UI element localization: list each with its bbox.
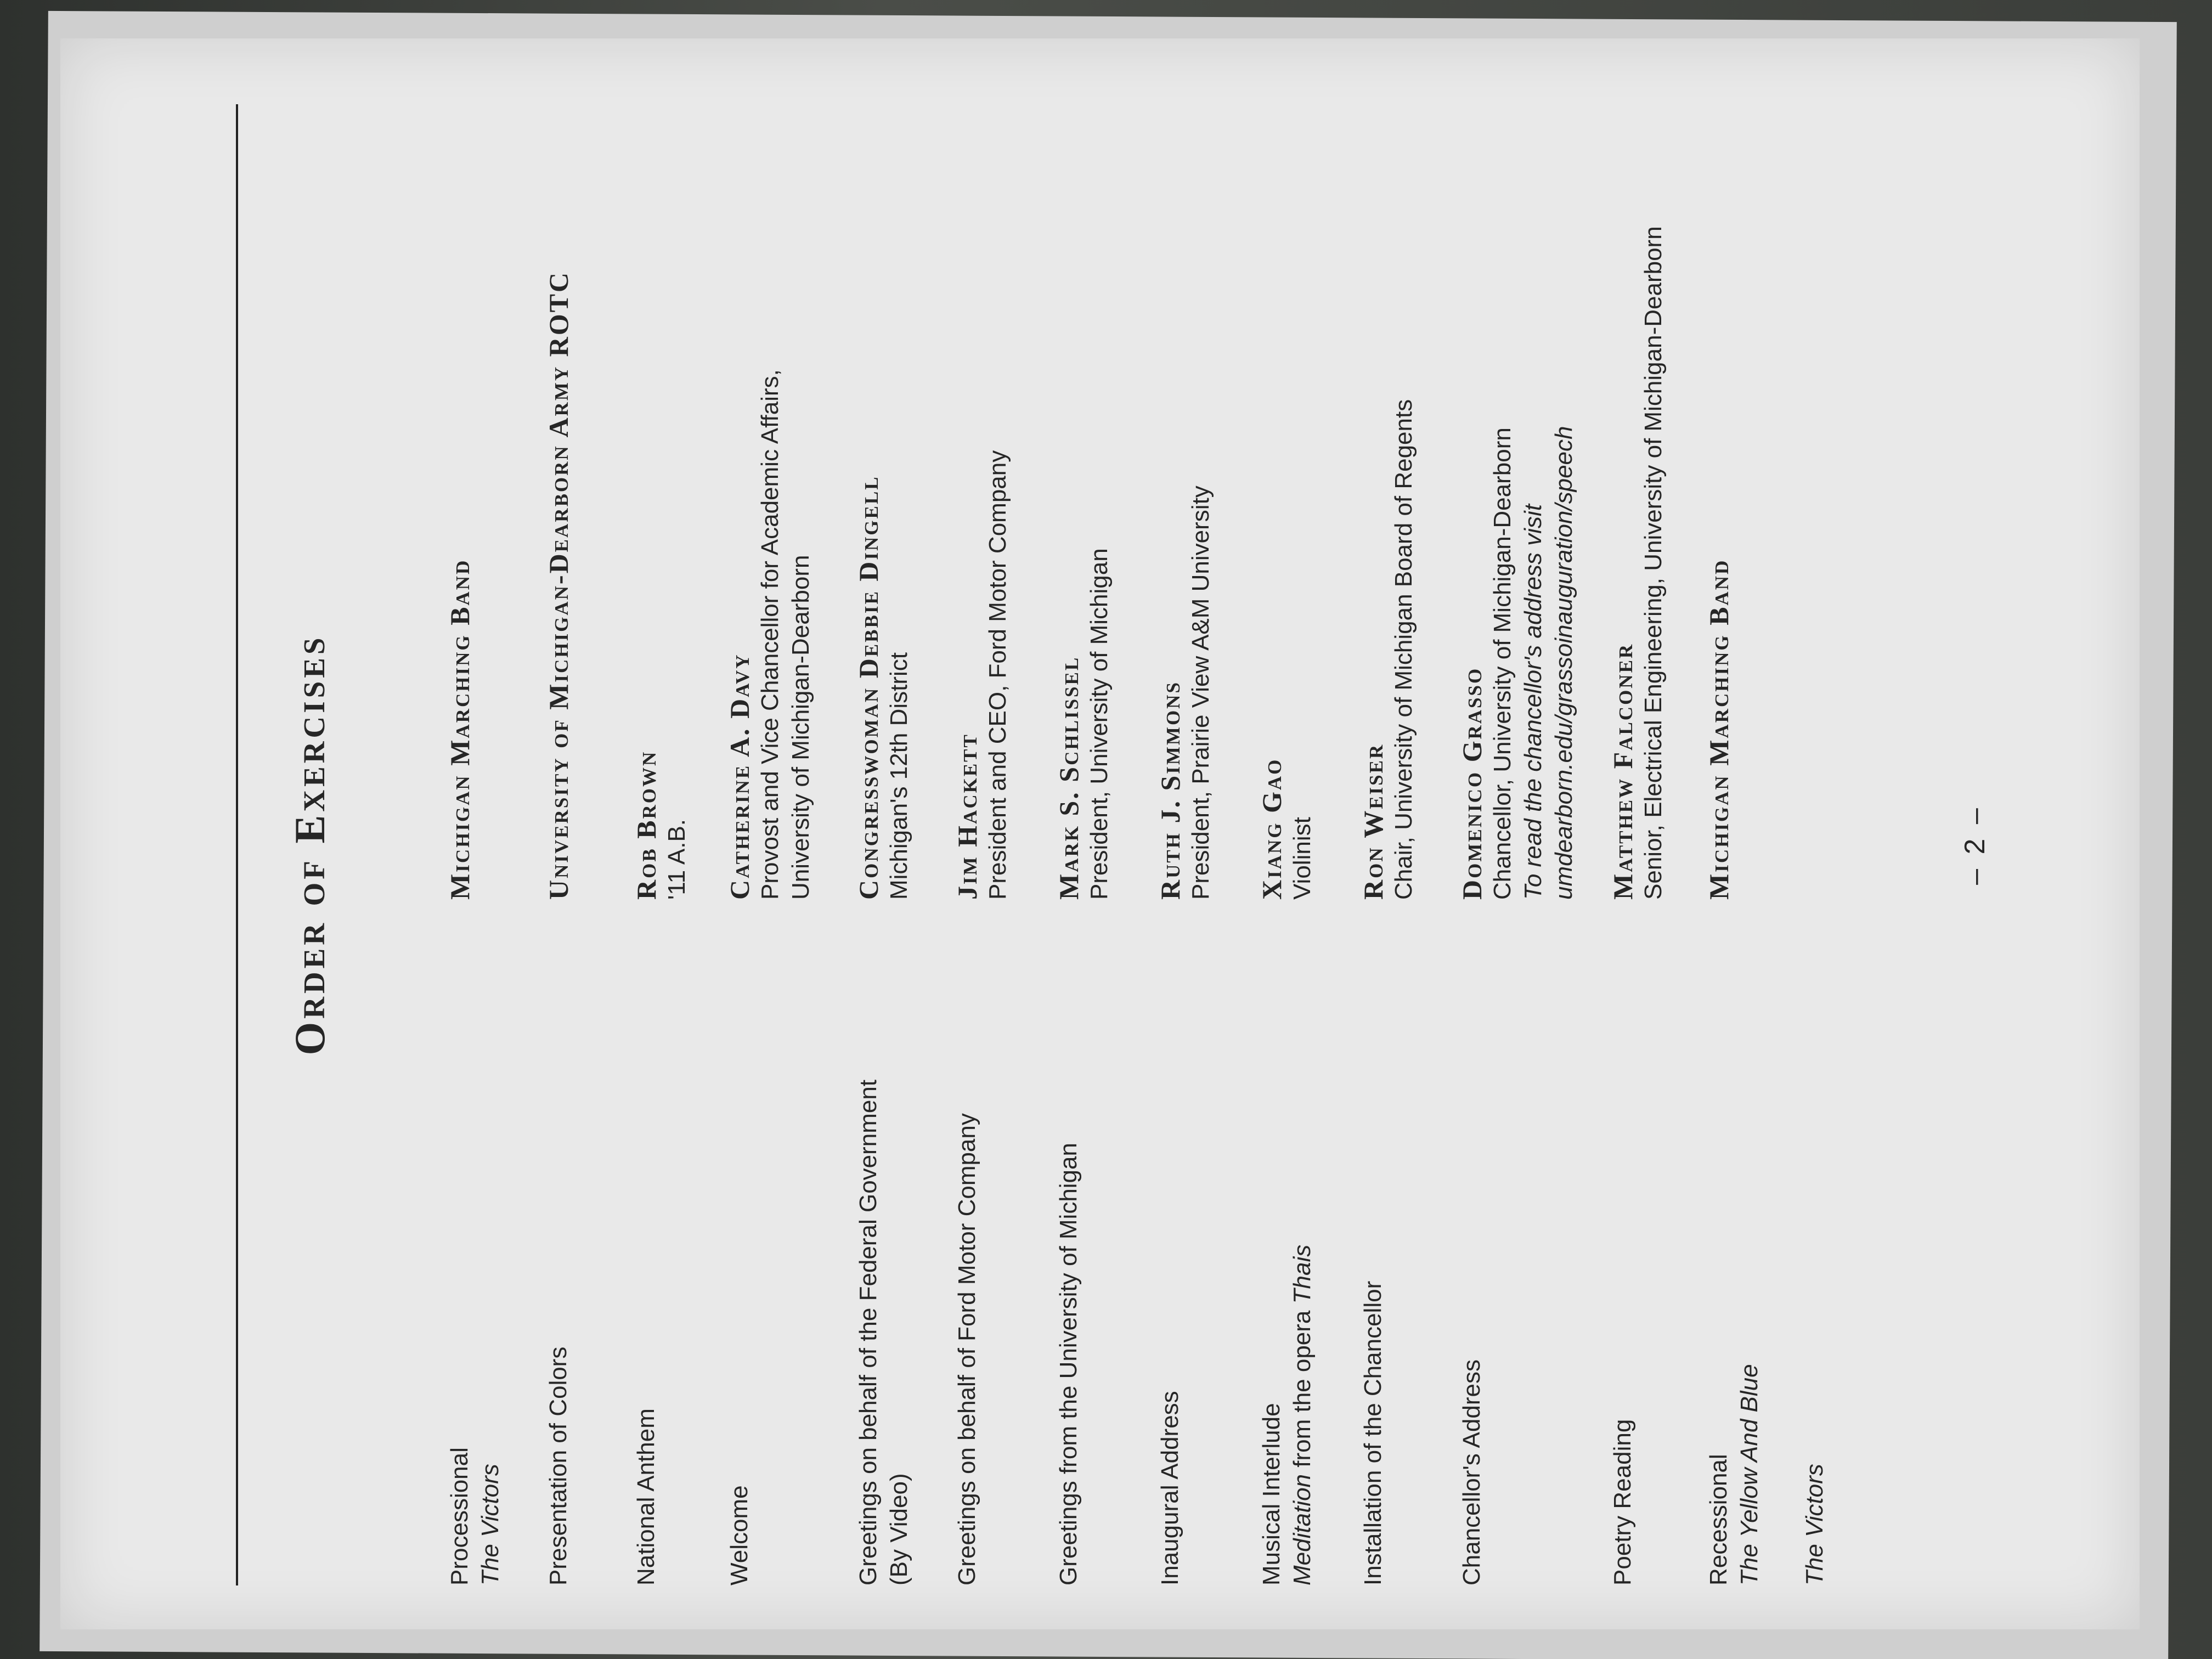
- event-label: Chancellor's Address: [1458, 1359, 1485, 1585]
- event-cell: [543, 1103, 574, 1585]
- person-detail: Provost and Vice Chancellor for Academic Affairs,: [757, 369, 783, 900]
- event-cell: [1607, 1103, 1638, 1585]
- person-cell: [631, 0, 692, 900]
- event-sub: The Victors: [1801, 1464, 1828, 1585]
- person-detail: President and CEO, Ford Motor Company: [984, 450, 1011, 900]
- person-cell: [724, 0, 816, 900]
- person-cell: [444, 0, 475, 900]
- person-name: Jim Hackett: [952, 733, 983, 900]
- person-name: Congresswoman Debbie Dingell: [853, 475, 884, 900]
- person-cell: [853, 0, 915, 900]
- event-cell: [952, 1103, 983, 1585]
- person-detail: '11 A.B.: [663, 819, 690, 900]
- event-sub: (By Video): [885, 1473, 912, 1585]
- person-name: Matthew Falconer: [1607, 642, 1638, 900]
- page-content: [104, 104, 1991, 1585]
- event-cell: [1256, 1103, 1318, 1585]
- person-cell: [1607, 0, 1669, 900]
- person-detail: Michigan's 12th District: [885, 652, 912, 900]
- person-cell: [1703, 0, 1734, 900]
- event-cell: [724, 1103, 755, 1585]
- event-sub: [1287, 1103, 1318, 1585]
- page-number: – 2 –: [1959, 805, 1991, 885]
- page-title: Order of Exercises: [286, 634, 334, 1056]
- person-detail: Chair, University of Michigan Board of Regents: [1390, 399, 1417, 900]
- event-label: Musical Interlude: [1258, 1403, 1285, 1585]
- piece-connector: from the opera: [1289, 1304, 1316, 1474]
- event-label: Recessional: [1705, 1454, 1732, 1585]
- person-detail: University of Michigan-Dearborn: [787, 555, 814, 900]
- event-sub: The Victors: [477, 1464, 504, 1585]
- event-cell: [1799, 1103, 1830, 1585]
- person-detail: Senior, Electrical Engineering, University of Michigan-Dearborn: [1640, 226, 1667, 900]
- person-cell: [1358, 0, 1419, 900]
- person-cell: [1457, 0, 1579, 900]
- person-detail: President, Prairie View A&M University: [1187, 486, 1214, 900]
- event-label: Welcome: [726, 1485, 753, 1585]
- person-name: Domenico Grasso: [1457, 667, 1487, 900]
- person-name: Michigan Marching Band: [1703, 558, 1734, 900]
- person-name: Ron Weiser: [1358, 743, 1389, 900]
- event-label: Installation of the Chancellor: [1359, 1280, 1386, 1585]
- event-cell: [1155, 1103, 1186, 1585]
- event-label: Presentation of Colors: [545, 1346, 572, 1585]
- event-cell: [1703, 1103, 1765, 1585]
- event-label: Poetry Reading: [1609, 1419, 1636, 1585]
- event-sub: The Yellow And Blue: [1736, 1364, 1763, 1585]
- person-name: University of Michigan-Dearborn Army ROTC: [543, 270, 574, 900]
- person-name: Rob Brown: [631, 750, 662, 900]
- event-label: Inaugural Address: [1156, 1391, 1183, 1585]
- event-cell: [444, 1103, 506, 1585]
- event-cell: [853, 1079, 915, 1585]
- top-rule: [236, 104, 238, 1585]
- event-cell: [631, 1103, 662, 1585]
- event-label: Greetings on behalf of Ford Motor Company: [953, 1113, 980, 1585]
- event-label: National Anthem: [633, 1408, 659, 1585]
- person-name: Mark S. Schlissel: [1053, 656, 1084, 900]
- event-label: Processional: [446, 1447, 473, 1585]
- person-cell: [1053, 0, 1115, 900]
- person-detail: Violinist: [1289, 817, 1316, 900]
- piece-title: Meditation: [1289, 1474, 1316, 1585]
- event-label: Greetings from the University of Michigan: [1055, 1143, 1082, 1585]
- opera-title: Thais: [1289, 1244, 1316, 1304]
- person-cell: [543, 0, 574, 900]
- person-cell: [1256, 0, 1318, 900]
- event-label: Greetings on behalf of the Federal Government: [855, 1079, 882, 1585]
- person-cell: [952, 0, 1013, 900]
- person-name: Catherine A. Davy: [724, 653, 755, 900]
- event-cell: [1457, 1103, 1487, 1585]
- person-name: Michigan Marching Band: [444, 558, 475, 900]
- person-cell: [1155, 0, 1216, 900]
- person-detail: Chancellor, University of Michigan-Dearborn: [1489, 427, 1516, 900]
- event-cell: [1053, 1103, 1084, 1585]
- person-detail: President, University of Michigan: [1086, 548, 1113, 900]
- event-cell: [1358, 1103, 1389, 1585]
- person-name: Ruth J. Simmons: [1155, 681, 1186, 900]
- program-page: [60, 38, 2140, 1629]
- person-name: Xiang Gao: [1256, 758, 1287, 900]
- person-note: To read the chancellor's address visit: [1520, 504, 1547, 900]
- speech-url: umdearborn.edu/grassoinauguration/speech: [1550, 426, 1577, 900]
